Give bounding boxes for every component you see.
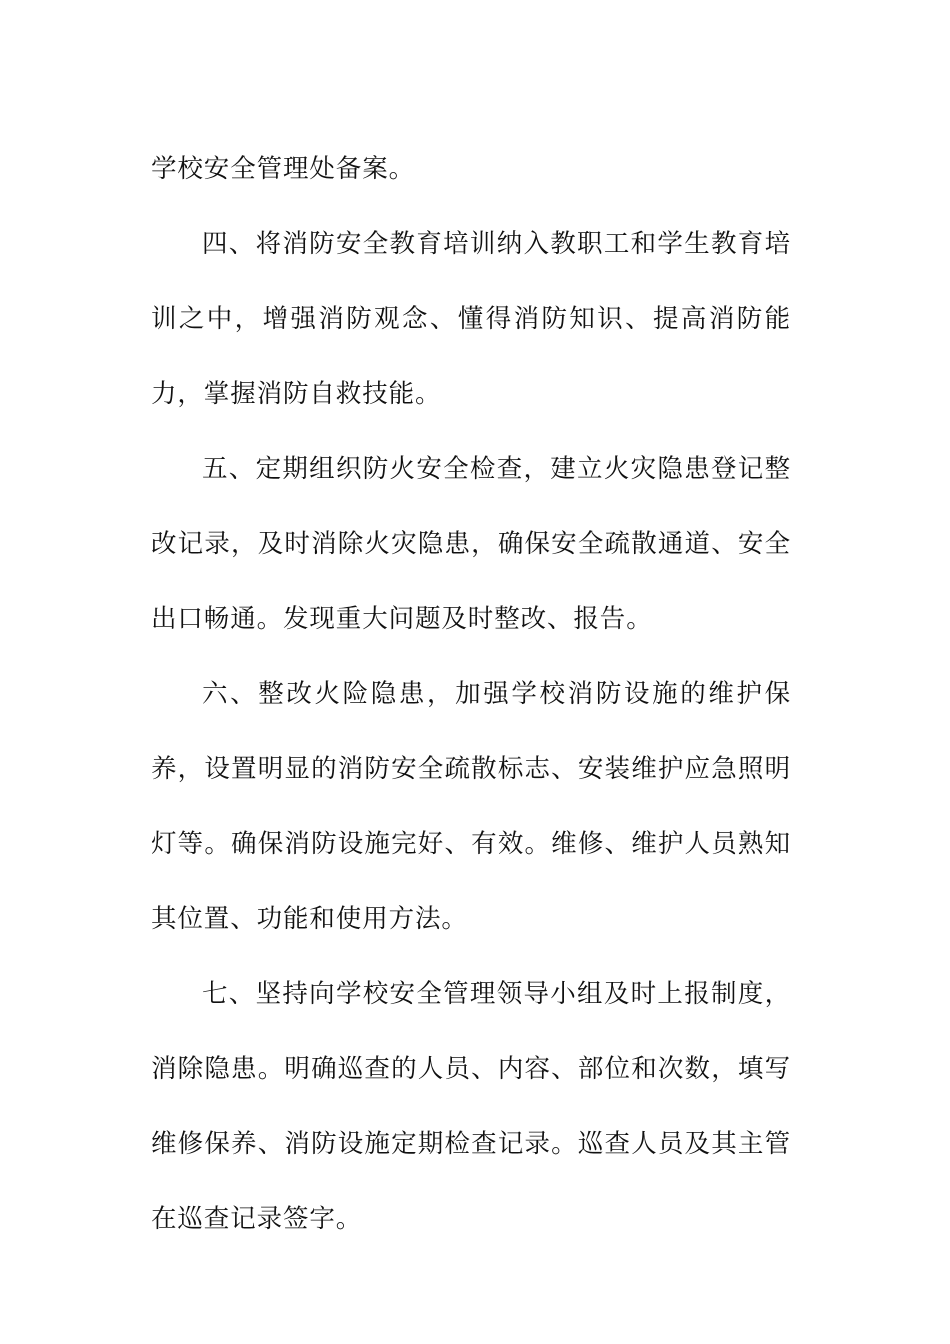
paragraph-item-4: 四、将消防安全教育培训纳入教职工和学生教育培训之中，增强消防观念、懂得消防知识、提高消防能力，掌握消防自救技能。 xyxy=(151,229,791,409)
paragraph-item-6: 六、整改火险隐患，加强学校消防设施的维护保养，设置明显的消防安全疏散标志、安装维护应急照明灯等。确保消防设施完好、有效。维修、维护人员熟知其位置、功能和使用方法。 xyxy=(151,679,791,934)
paragraph-item-5: 五、定期组织防火安全检查，建立火灾隐患登记整改记录，及时消除火灾隐患，确保安全疏散通道、安全出口畅通。发现重大问题及时整改、报告。 xyxy=(151,454,791,634)
paragraph-item-7: 七、坚持向学校安全管理领导小组及时上报制度，消除隐患。明确巡查的人员、内容、部位和次数，填写维修保养、消防设施定期检查记录。巡查人员及其主管在巡查记录签字。 xyxy=(151,979,791,1234)
paragraph-continuation: 学校安全管理处备案。 xyxy=(151,154,416,184)
document-body xyxy=(151,132,791,1257)
